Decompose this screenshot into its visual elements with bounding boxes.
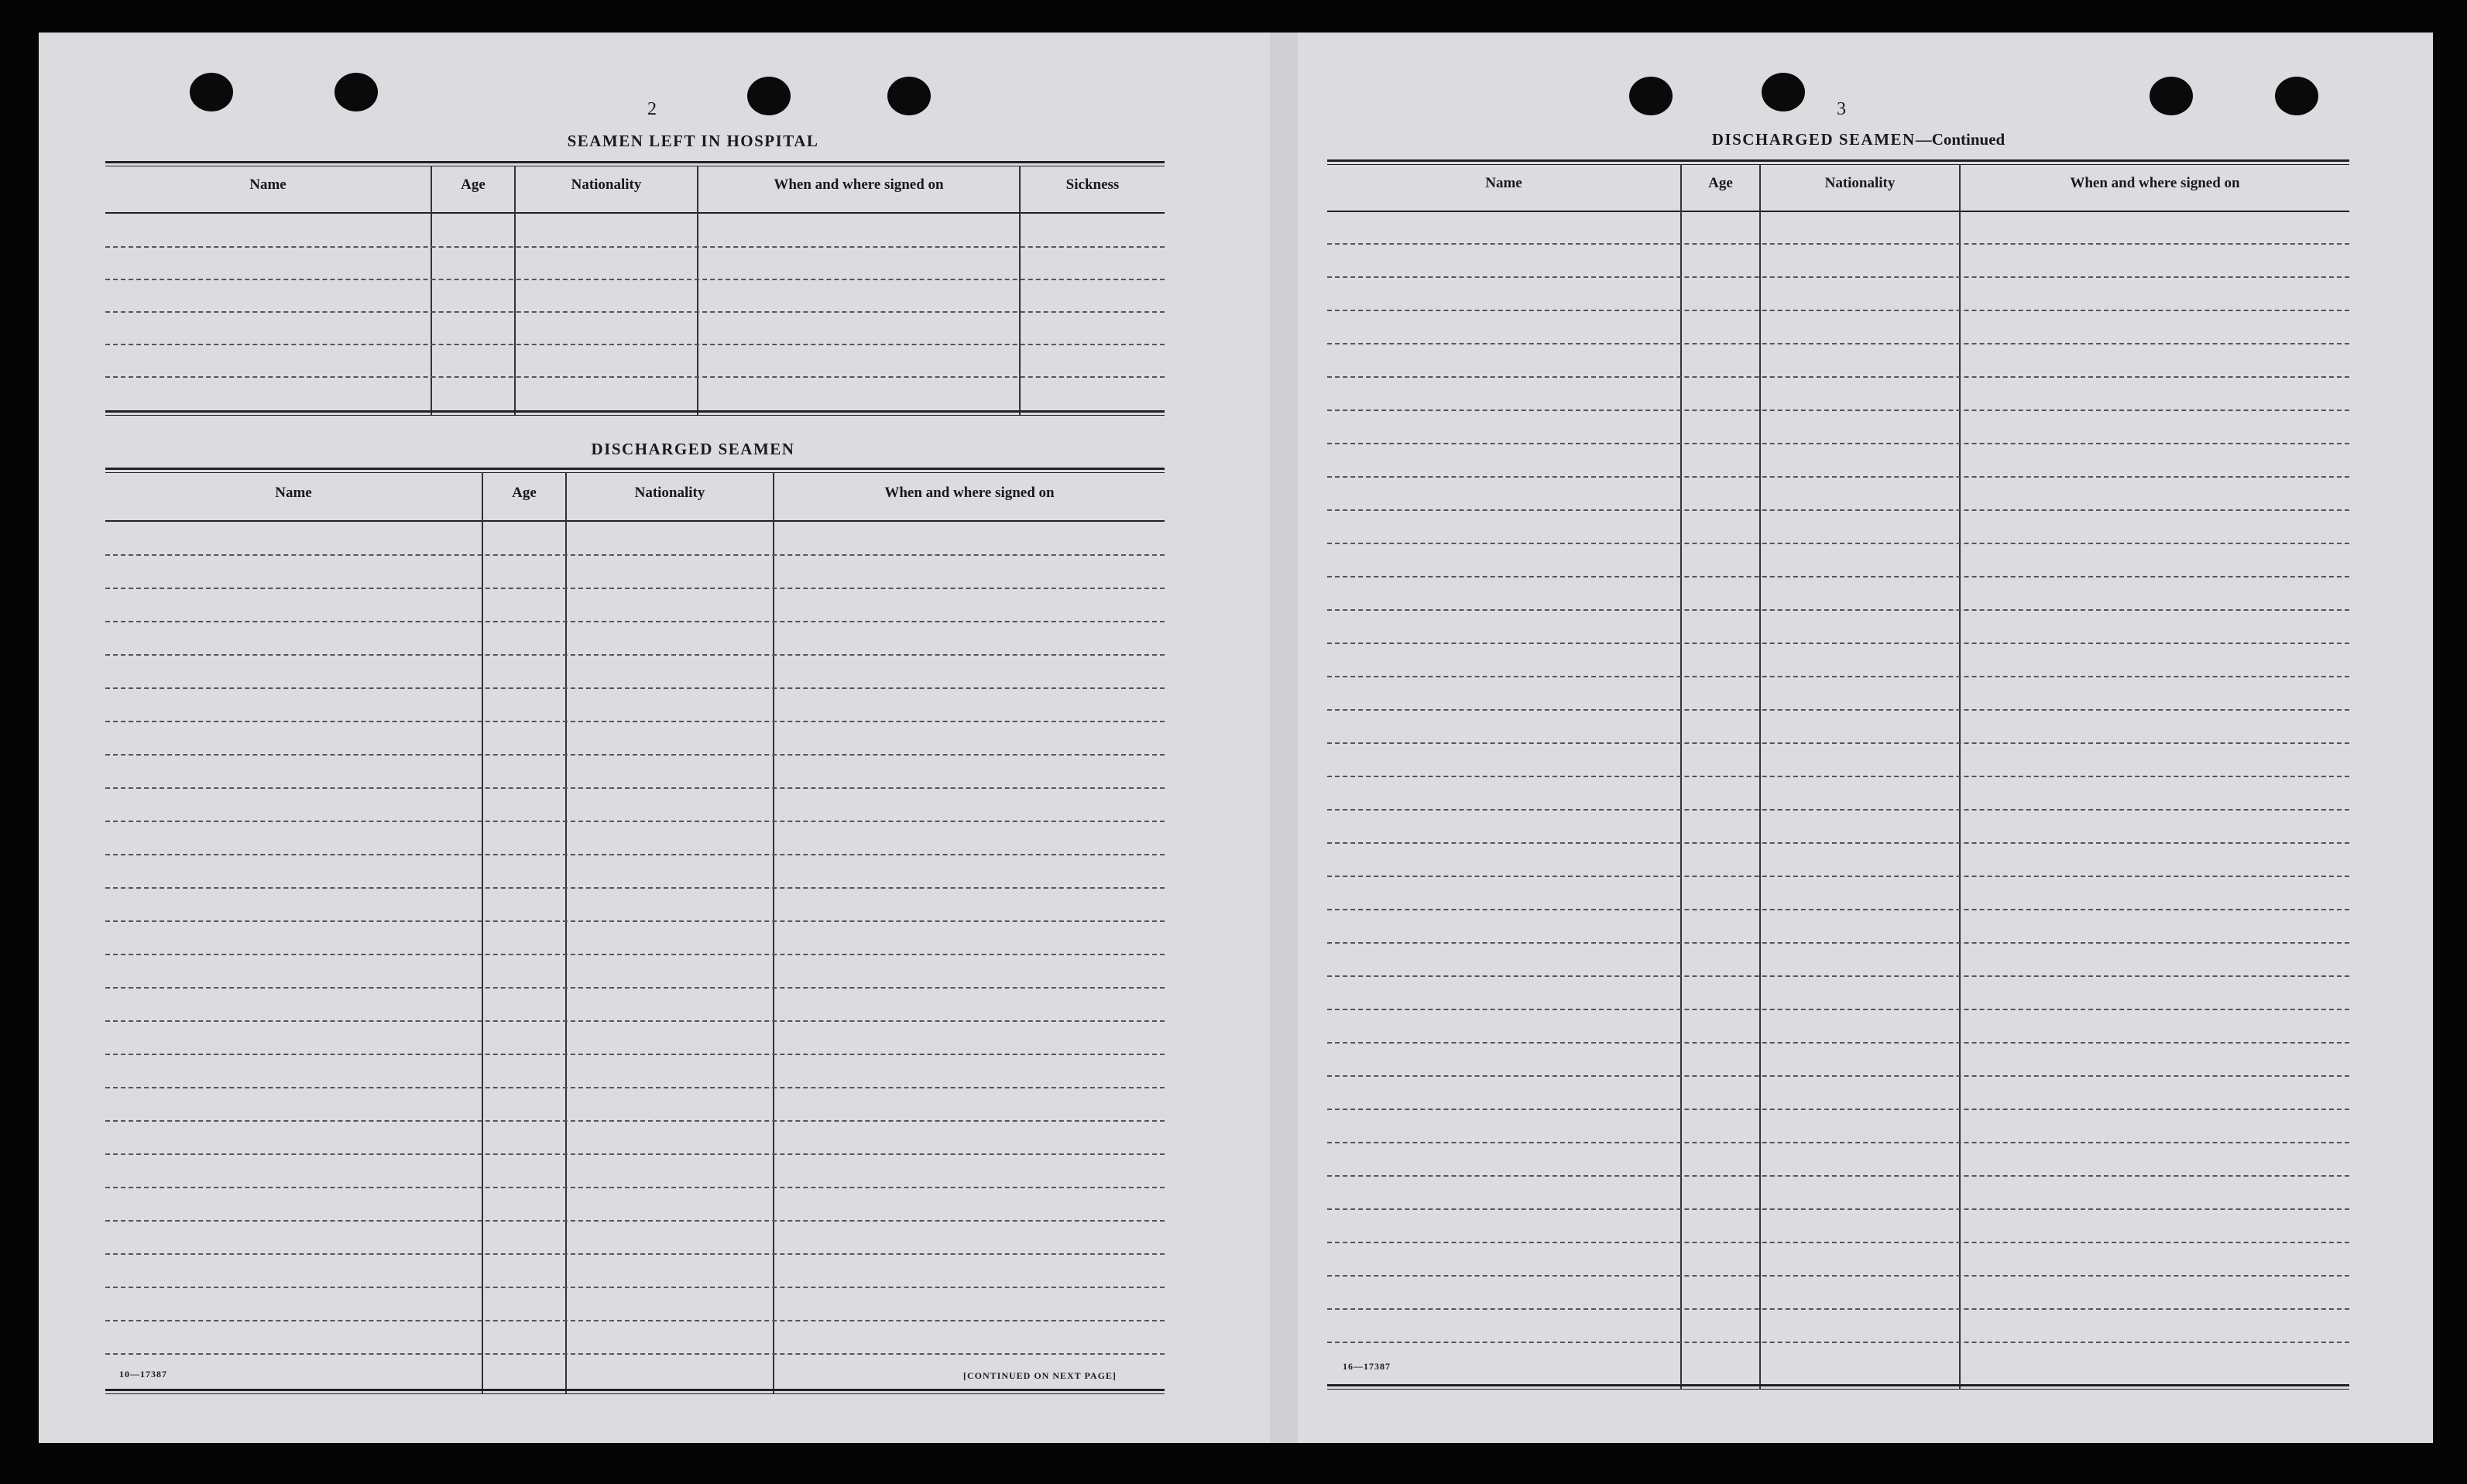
table-row-rule [105,1253,1165,1255]
table-row-rule [1327,876,2349,877]
continued-note: [CONTINUED ON NEXT PAGE] [963,1370,1117,1381]
table-row-rule [105,954,1165,955]
table-row-rule [1327,842,2349,844]
column-header-name: Name [275,485,312,501]
table-row-rule [105,1320,1165,1321]
table-row-rule [105,654,1165,656]
column-header-name: Name [1485,175,1522,191]
column-header-age: Age [1708,175,1733,191]
table-row-rule [1327,443,2349,444]
punch-hole [2275,77,2318,115]
title-continued: —Continued [1915,130,2006,149]
hospital-table [105,161,1165,420]
table-row-rule [1327,243,2349,245]
column-header-signed-on: When and where signed on [774,177,944,193]
table-row-rule [1327,1042,2349,1044]
table-row-rule [1327,576,2349,577]
table-row-rule [105,1220,1165,1222]
punch-hole [335,73,378,111]
column-header-nationality: Nationality [571,177,642,193]
column-header-signed-on: When and where signed on [2070,175,2240,191]
table-row-rule [1327,975,2349,977]
column-header-nationality: Nationality [634,485,705,501]
punch-hole [190,73,233,111]
column-header-name: Name [249,177,287,193]
table-row-rule [105,754,1165,756]
table-row-rule [1327,809,2349,811]
table-row-rule [1327,942,2349,944]
table-row-rule [1327,742,2349,744]
table-row-rule [1327,1242,2349,1243]
title-main: DISCHARGED SEAMEN [1711,130,1916,149]
table-row-rule [1327,1308,2349,1310]
column-header-age: Age [461,177,486,193]
table-row-rule [1327,1208,2349,1210]
form-number: 10—17387 [119,1369,167,1379]
table-row-rule [105,1153,1165,1155]
form-number: 16—17387 [1343,1361,1391,1372]
table-row-rule [1327,509,2349,511]
column-header-age: Age [512,485,537,501]
table-row-rule [105,1120,1165,1122]
column-header-signed-on: When and where signed on [884,485,1055,501]
section-title-discharged-continued [1618,130,2098,149]
punch-hole [747,77,791,115]
table-row-rule [105,721,1165,722]
punch-hole [1629,77,1673,115]
page-fold [1270,33,1298,1443]
table-row-rule [1327,410,2349,411]
table-row-rule [105,821,1165,822]
column-header-nationality: Nationality [1824,175,1896,191]
table-row-rule [1327,676,2349,677]
punch-hole [1762,73,1805,111]
table-row-rule [105,887,1165,889]
page-number: 2 [647,99,657,119]
column-header-sickness: Sickness [1065,177,1120,193]
table-row-rule [105,1087,1165,1088]
table-row-rule [1327,1275,2349,1277]
table-row-rule [105,787,1165,789]
scanned-sheet [39,33,2433,1443]
table-row-rule [1327,1342,2349,1343]
table-row-rule [105,588,1165,589]
table-row-rule [105,1054,1165,1055]
punch-hole [887,77,931,115]
table-row-rule [1327,709,2349,711]
table-row-rule [1327,643,2349,644]
table-row-rule [1327,310,2349,311]
table-row-rule [105,554,1165,556]
table-row-rule [1327,1075,2349,1077]
table-row-rule [1327,1175,2349,1177]
table-row-rule [105,987,1165,989]
table-row-rule [105,1020,1165,1022]
table-row-rule [1327,476,2349,478]
table-row-rule [1327,543,2349,544]
section-title-hospital: SEAMEN LEFT IN HOSPITAL [567,132,819,150]
table-row-rule [1327,1109,2349,1110]
table-row-rule [1327,276,2349,278]
table-row-rule [105,687,1165,689]
table-row-rule [105,1187,1165,1188]
discharged-continued-table [1327,159,2349,1390]
discharged-table [105,468,1165,1398]
section-title-discharged: DISCHARGED SEAMEN [591,440,795,458]
table-row-rule [1327,909,2349,910]
table-row-rule [105,1353,1165,1355]
table-row-rule [1327,609,2349,611]
punch-hole [2150,77,2193,115]
page-number: 3 [1837,99,1846,119]
table-row-rule [105,854,1165,855]
table-row-rule [1327,376,2349,378]
table-row-rule [1327,776,2349,777]
table-row-rule [1327,1009,2349,1010]
table-row-rule [1327,343,2349,344]
table-row-rule [105,1287,1165,1288]
table-row-rule [105,621,1165,622]
table-row-rule [105,920,1165,922]
table-row-rule [1327,1142,2349,1143]
